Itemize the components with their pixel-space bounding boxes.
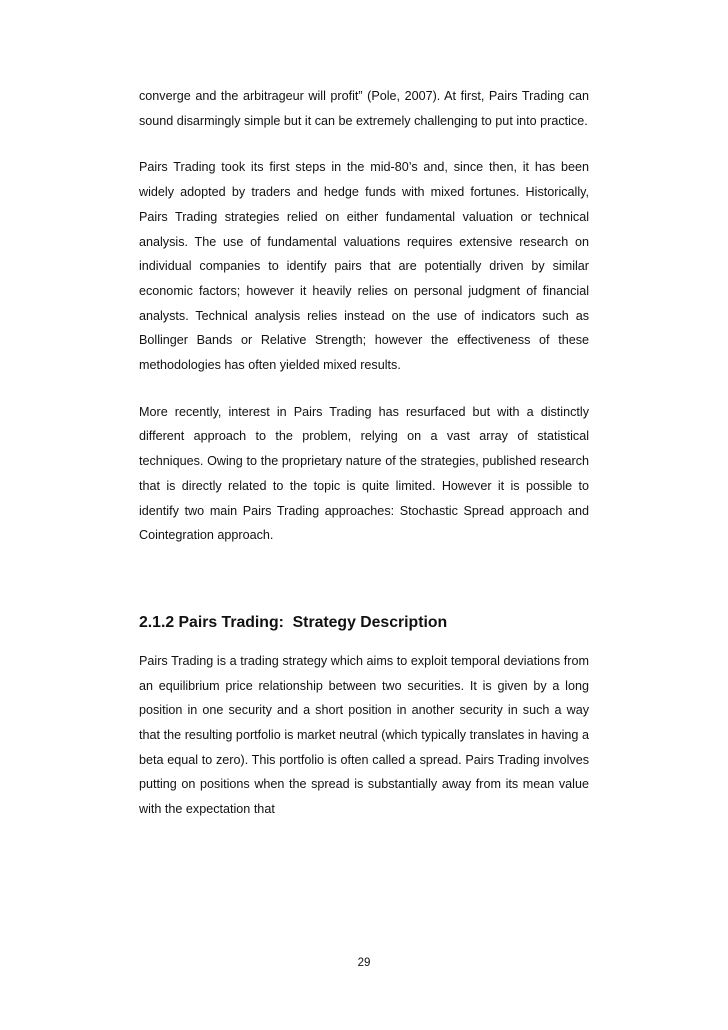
paragraph-recent-approaches: More recently, interest in Pairs Trading has resurfaced but with a distinctly different approach to the problem, relying on a vast array of statistical techniques. Owing to the proprietary nature of the strategies, published research that is directly related to the topic is quite limited. However it is possible to identify two main Pairs Trading approaches: Stochastic Spread approach and Cointegration approach. [139,404,589,543]
section-heading: 2.1.2 Pairs Trading: Strategy Description [139,613,448,631]
paragraph-strategy-description: Pairs Trading is a trading strategy which aims to exploit temporal deviations from an equilibrium price relationship between two securities. It is given by a long position in one security and a short position in another security in such a way that the resulting portfolio is market neutral (which typically translates in having a beta equal to zero). This portfolio is often called a spread. Pairs Trading involves putting on positions when the spread is substantially away from its mean value with the expectation that [139,653,589,817]
paragraph-continuation: converge and the arbitrageur will profit” (Pole, 2007). At first, Pairs Trading can sound disarmingly simple but it can be extremely challenging to put into practice. [139,89,589,128]
page-body [139,84,589,822]
page-number: 29 [357,957,371,969]
paragraph-history: Pairs Trading took its first steps in the mid-80’s and, since then, it has been widely adopted by traders and hedge funds with mixed fortunes. Historically, Pairs Trading strategies relied on either fundamental valuation or technical analysis. The use of fundamental valuations requires extensive research on individual companies to identify pairs that are potentially driven by similar economic factors; however it heavily relies on personal judgment of financial analysts. Technical analysis relies instead on the use of indicators such as Bollinger Bands or Relative Strength; however the effectiveness of these methodologies has often yielded mixed results. [139,160,589,373]
